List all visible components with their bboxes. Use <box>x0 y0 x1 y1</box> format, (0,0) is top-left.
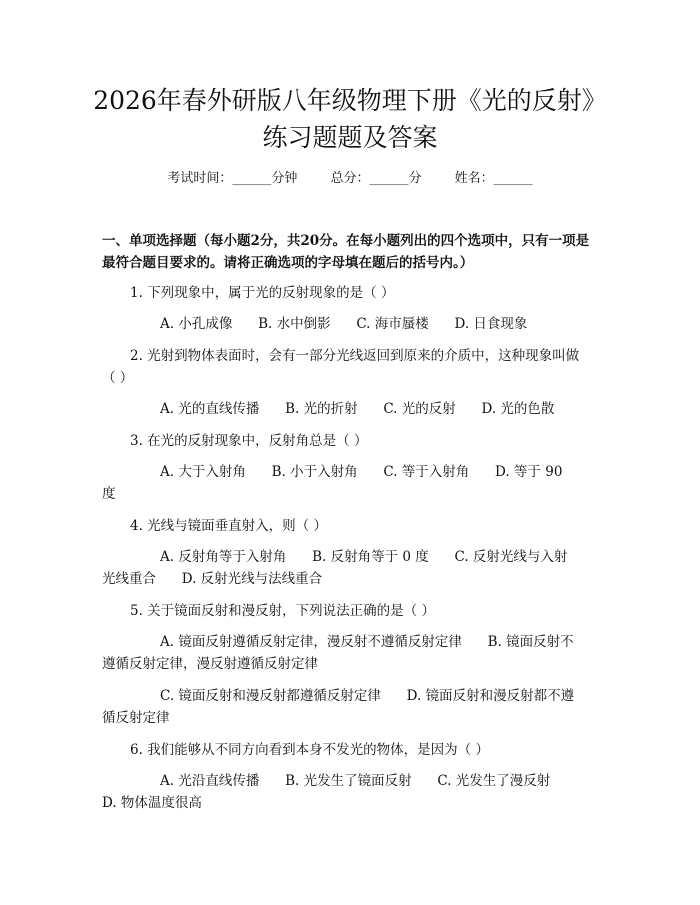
question-2-options: A. 光的直线传播 B. 光的折射 C. 光的反射 D. 光的色散 <box>160 401 555 417</box>
name-blank: ______ <box>493 171 533 186</box>
question-1: 1. 下列现象中，属于光的反射现象的是（ ） <box>130 285 395 301</box>
question-6: 6. 我们能够从不同方向看到本身不发光的物体，是因为（ ） <box>130 742 489 758</box>
question-2: 2. 光射到物体表面时，会有一部分光线返回到原来的介质中，这种现象叫做 <box>130 348 580 364</box>
question-5-options-cd: C. 镜面反射和漫反射都遵循反射定律 D. 镜面反射和漫反射都不遵 <box>160 688 575 704</box>
time-blank: ______ <box>232 171 272 186</box>
question-4-options: A. 反射角等于入射角 B. 反射角等于 0 度 C. 反射光线与入射 <box>160 549 568 565</box>
exam-info-line <box>0 170 700 188</box>
question-4: 4. 光线与镜面垂直射入，则（ ） <box>130 518 327 534</box>
question-4-options-continuation: 光线重合 D. 反射光线与法线重合 <box>102 571 323 587</box>
document-title: 2026年春外研版八年级物理下册《光的反射》练习题题及答案 <box>93 86 607 152</box>
name-label: 姓名： <box>454 171 494 186</box>
score-label: 总分： <box>330 171 370 186</box>
question-1-options: A. 小孔成像 B. 水中倒影 C. 海市蜃楼 D. 日食现象 <box>160 316 528 332</box>
question-5-options-cd-continuation: 循反射定律 <box>102 710 170 726</box>
score-blank: ______ <box>369 171 409 186</box>
time-unit: 分钟 <box>271 171 298 186</box>
question-5-options-ab: A. 镜面反射遵循反射定律，漫反射不遵循反射定律 B. 镜面反射不 <box>160 634 574 650</box>
question-3: 3. 在光的反射现象中，反射角总是（ ） <box>130 433 368 449</box>
section-heading: 一、单项选择题（每小题2分，共20分。在每小题列出的四个选项中，只有一项是最符合题目要求的。请将正确选项的字母填在题后的括号内。） <box>102 233 590 271</box>
time-label: 考试时间： <box>167 171 233 186</box>
question-3-options-continuation: 度 <box>102 486 116 502</box>
question-5-options-ab-continuation: 遵循反射定律，漫反射遵循反射定律 <box>102 656 318 672</box>
question-6-options-continuation: D. 物体温度很高 <box>102 795 202 811</box>
score-unit: 分 <box>408 171 422 186</box>
question-6-options: A. 光沿直线传播 B. 光发生了镜面反射 C. 光发生了漫反射 <box>160 773 551 789</box>
question-3-options: A. 大于入射角 B. 小于入射角 C. 等于入射角 D. 等于 90 <box>160 464 563 480</box>
question-5: 5. 关于镜面反射和漫反射，下列说法正确的是（ ） <box>130 603 435 619</box>
question-2-continuation: （ ） <box>102 370 134 386</box>
